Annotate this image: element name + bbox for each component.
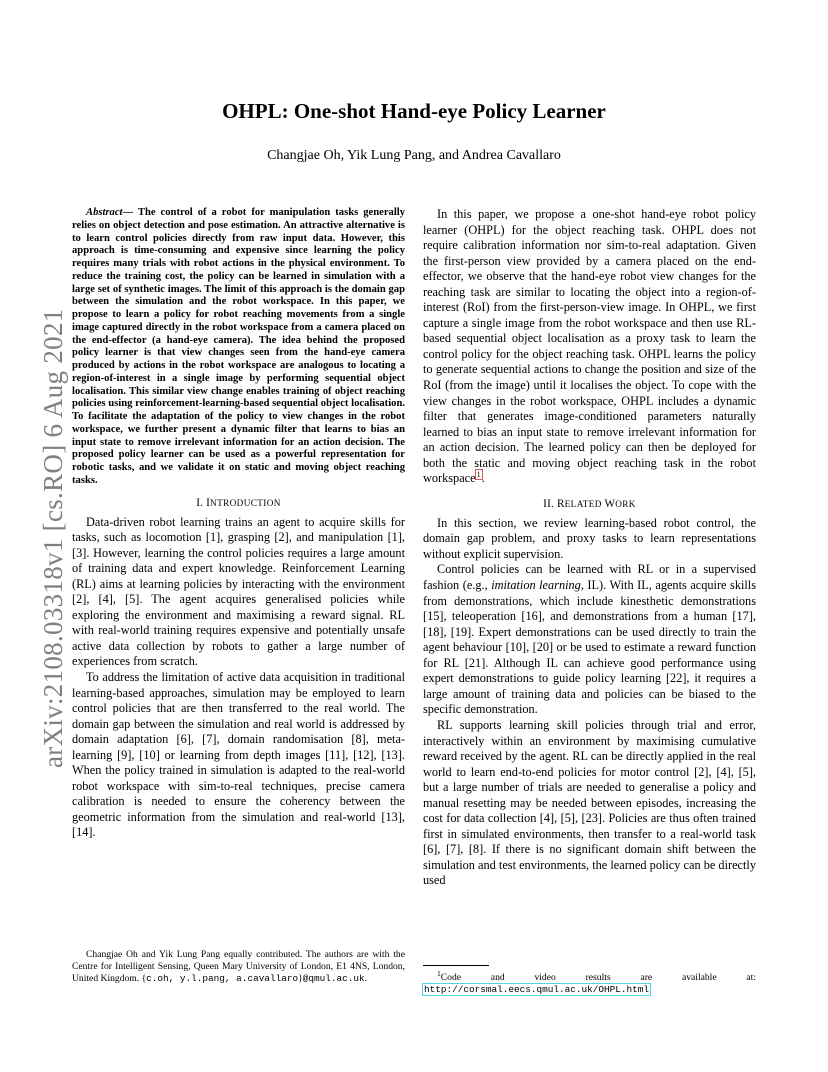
left-column xyxy=(72,207,405,841)
intro-paragraph-1: Data-driven robot learning trains an agent to acquire skills for tasks, such as locomotion [1], grasping [2], and manipulation [1], [3]. However, learning the control policies requires a large amount of training data and expert knowledge. Reinforcement Learning (RL) aims at learning policies by interacting with the environment [2], [4], [5]. The agent acquires generalised policies while exploring the environment and maximising a reward signal. RL with real-world training requires expensive and potentially unsafe active data collection by robots to gather a large number of experiences from scratch. xyxy=(72,514,405,669)
paragraph-text: Control policies can be learned with RL or in a supervised fashion (e.g., xyxy=(423,562,756,593)
section-initial: W xyxy=(604,497,616,510)
abstract-dash: — xyxy=(122,207,138,218)
footnote-link-1[interactable]: 1 xyxy=(476,470,481,480)
arxiv-identifier: arXiv:2108.03318v1 [cs.RO] 6 Aug 2021 xyxy=(38,308,68,768)
related-paragraph-2 xyxy=(423,562,756,717)
section-smallcaps: ELATED xyxy=(564,498,605,509)
section-initial: R xyxy=(557,497,565,510)
code-footnote xyxy=(423,968,756,996)
paragraph-text: , IL). With IL, agents acquire skills from demonstrations, which include kinesthetic demonstrations [15], teleoperation [16], and demonstrations from a human [17], [18], [19]. Expert demonstrations can be used directly to train the agent behaviour [10], [20] or be used to estimate a reward function for RL [21]. Although IL can achieve good performance using expert demonstrations to guide policy learning [22], it requires a large amount of training data and policies can be biased to the specific demonstration. xyxy=(423,578,757,717)
footnote-text: Changjae Oh and Yik Lung Pang equally contributed. The authors are with the Centre for Intelligent Sensing, Queen Mary University of London, E1 4NS, London, United Kingdom. xyxy=(72,949,405,984)
section-numeral: I. xyxy=(196,496,207,509)
abstract-label: Abstract xyxy=(86,207,123,218)
affiliation-footnote xyxy=(72,949,405,984)
email-domain: @qmul.ac.uk xyxy=(302,972,365,984)
related-paragraph-3: RL supports learning skill policies through trial and error, interactively within an environment by maximising cumulative reward received by the agent. RL can be directly applied in the real world to learn end-to-end policies for motor control [2], [4], [5], but a large number of trials are needed to generalise a policy and manual resetting may be needed between episodes, increasing the cost for data collection [4], [5], [23]. Policies are thus often trained first in simulated environments, then transfer to a real-world task [6], [7], [8]. If there is no significant domain shift between the simulation and test environments, the learned policy can be directly used xyxy=(423,717,756,888)
section-smallcaps: ORK xyxy=(615,498,636,509)
right-column xyxy=(423,207,756,889)
abstract-text: The control of a robot for manipulation tasks generally relies on object detection and pose estimation. An attractive alternative is to learn control policies directly from raw input data. However, this approach is time-consuming and expensive since learning the policy requires many trials with robot actions in the physical environment. To reduce the training cost, the policy can be learned in simulation with a large set of synthetic images. The limit of this approach is the domain gap between the simulation and the robot workspace. In this paper, we propose to learn a policy for robot reaching movements from a single image captured directly in the robot workspace from a camera placed on the end-effector (a hand-eye camera). The idea behind the proposed policy learner is that view changes seen from the hand-eye camera produced by actions in the robot workspace are analogous to locating a region-of-interest in a single image by performing sequential object localisation. This similar view change enables training of object reaching policies using reinforcement-learning-based sequential object localisation. To facilitate the adaptation of the policy to view changes in the robot workspace, we further present a dynamic filter that learns to bias an input state to remove irrelevant information for an action decision. The proposed policy learner can be used as a powerful representation for robotic tasks, and we validate it on static and moving object reaching tasks. xyxy=(72,207,406,486)
section-heading-related-work xyxy=(423,498,756,510)
code-url-link[interactable]: http://corsmal.eecs.qmul.ac.uk/OHPL.html xyxy=(424,983,650,995)
intro-paragraph-2: To address the limitation of active data acquisition in traditional learning-based approaches, simulation may be employed to learn control policies that are then transferred to the real world. The domain gap between the simulation and real world is addressed by domain adaptation [6], [7], domain randomisation [8], meta-learning [9], [10] or learning from depth images [11], [12], [13]. When the policy trained in simulation is adapted to the real-world robot workspace with sim-to-real techniques, precise camera calibration is needed to ensure the coherency between the geometric information from the simulation and real-world [13], [14]. xyxy=(72,669,405,840)
section-numeral: II. xyxy=(543,497,557,510)
emphasis-text: imitation learning xyxy=(491,578,581,593)
footnote-end: . xyxy=(364,972,367,984)
paragraph-end: . xyxy=(481,471,485,486)
paper-title: OHPL: One-shot Hand-eye Policy Learner xyxy=(222,99,606,123)
section-heading-introduction xyxy=(72,497,405,509)
email-names: c.oh, y.l.pang, a.cavallaro xyxy=(146,972,299,984)
abstract xyxy=(72,207,405,488)
paragraph-text: In this paper, we propose a one-shot hand-eye robot policy learner (OHPL) for the object reaching task. OHPL does not require calibration information nor sim-to-real adaptation. Given the first-person view provided by a camera placed on the end-effector, we observe that the hand-eye robot view changes for the reaching task are similar to locating the object into a region-of-interest (RoI) from the first-person-view image. In OHPL, we first capture a single image from the robot workspace and then use RL-based sequential object localisation as a proxy task to learn the control policy for the object reaching task. OHPL learns the policy to generate sequential actions to change the position and size of the RoI (from the image) until it localises the object. To cope with the view changes in the robot workspace, OHPL includes a dynamic filter that generates image-conditioned parameters naturally learned to bias an input state to remove irrelevant information for an action decision. The learned policy can then be deployed for both the static and moving object reaching task in the robot workspace xyxy=(423,207,756,486)
footnote-text: Code and video results are available at: xyxy=(440,972,756,983)
email-brace: } xyxy=(298,972,303,984)
section-initial: I xyxy=(206,496,211,509)
paper-authors: Changjae Oh, Yik Lung Pang, and Andrea Cavallaro xyxy=(267,148,561,163)
footnote-rule xyxy=(423,965,489,966)
footnote-number: 1 xyxy=(437,968,441,978)
email-brace: { xyxy=(141,972,147,984)
section-smallcaps: NTRODUCTION xyxy=(210,497,281,508)
right-paragraph-1 xyxy=(423,207,756,487)
related-paragraph-1: In this section, we review learning-based robot control, the domain gap problem, and proxy tasks to learn representations without explicit supervision. xyxy=(423,515,756,561)
